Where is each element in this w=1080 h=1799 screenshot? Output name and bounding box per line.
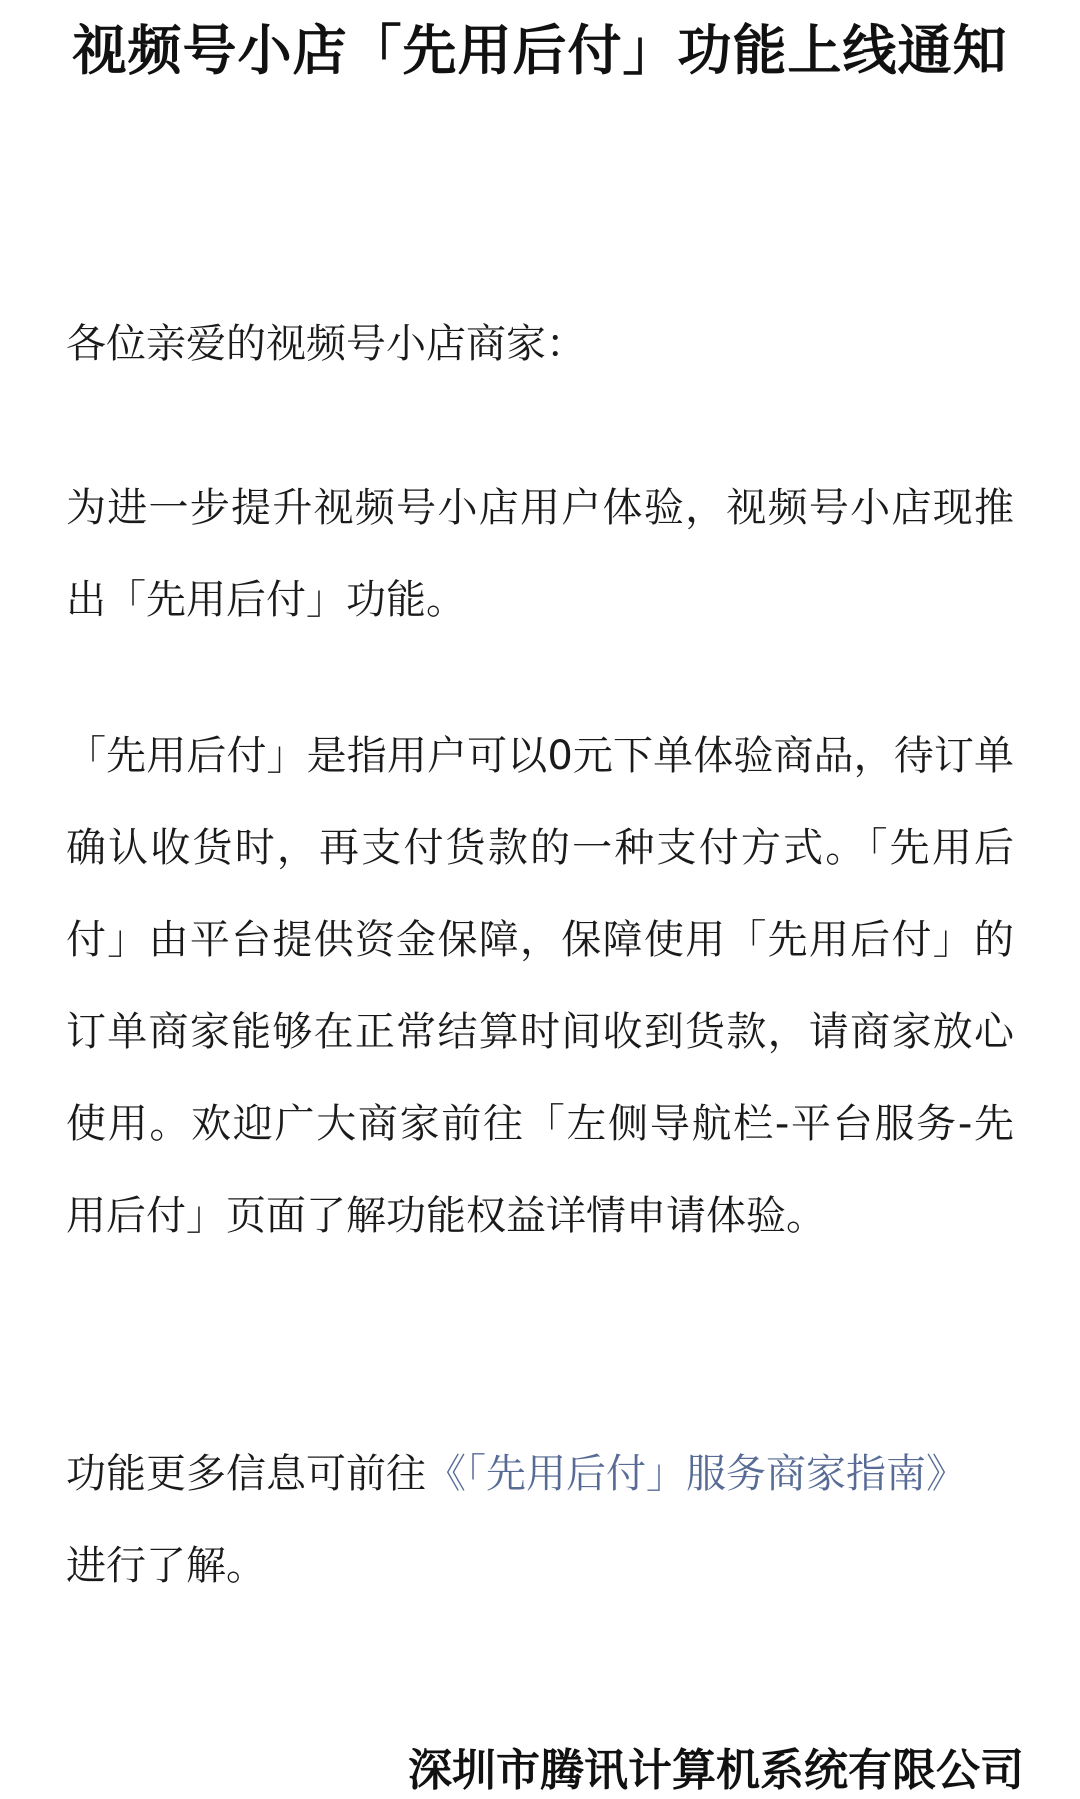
article-title: 视频号小店「先用后付」功能上线通知 — [72, 19, 1008, 82]
intro-paragraph: 为进一步提升视频号小店用户体验，视频号小店现推出「先用后付」功能。 — [66, 485, 1014, 623]
more-info-prefix: 功能更多信息可前往 — [66, 1451, 426, 1497]
greeting-text: 各位亲爱的视频号小店商家： — [66, 321, 586, 367]
description-paragraph: 「先用后付」是指用户可以0元下单体验商品，待订单确认收货时，再支付货款的一种支付方式。「先用后付」由平台提供资金保障，保障使用「先用后付」的订单商家能够在正常结算时间收到货款，请商家放心使用。欢迎广大商家前往「左侧导航栏-平台服务-先用后付」页面了解功能权益详情申请体验。 — [66, 733, 1014, 1239]
company-signature: 深圳市腾讯计算机系统有限公司 — [408, 1745, 1024, 1796]
more-info-suffix: 进行了解。 — [66, 1543, 266, 1589]
merchant-guide-link[interactable]: 《「先用后付」服务商家指南》 — [426, 1451, 966, 1497]
more-info-paragraph — [66, 1428, 1014, 1612]
